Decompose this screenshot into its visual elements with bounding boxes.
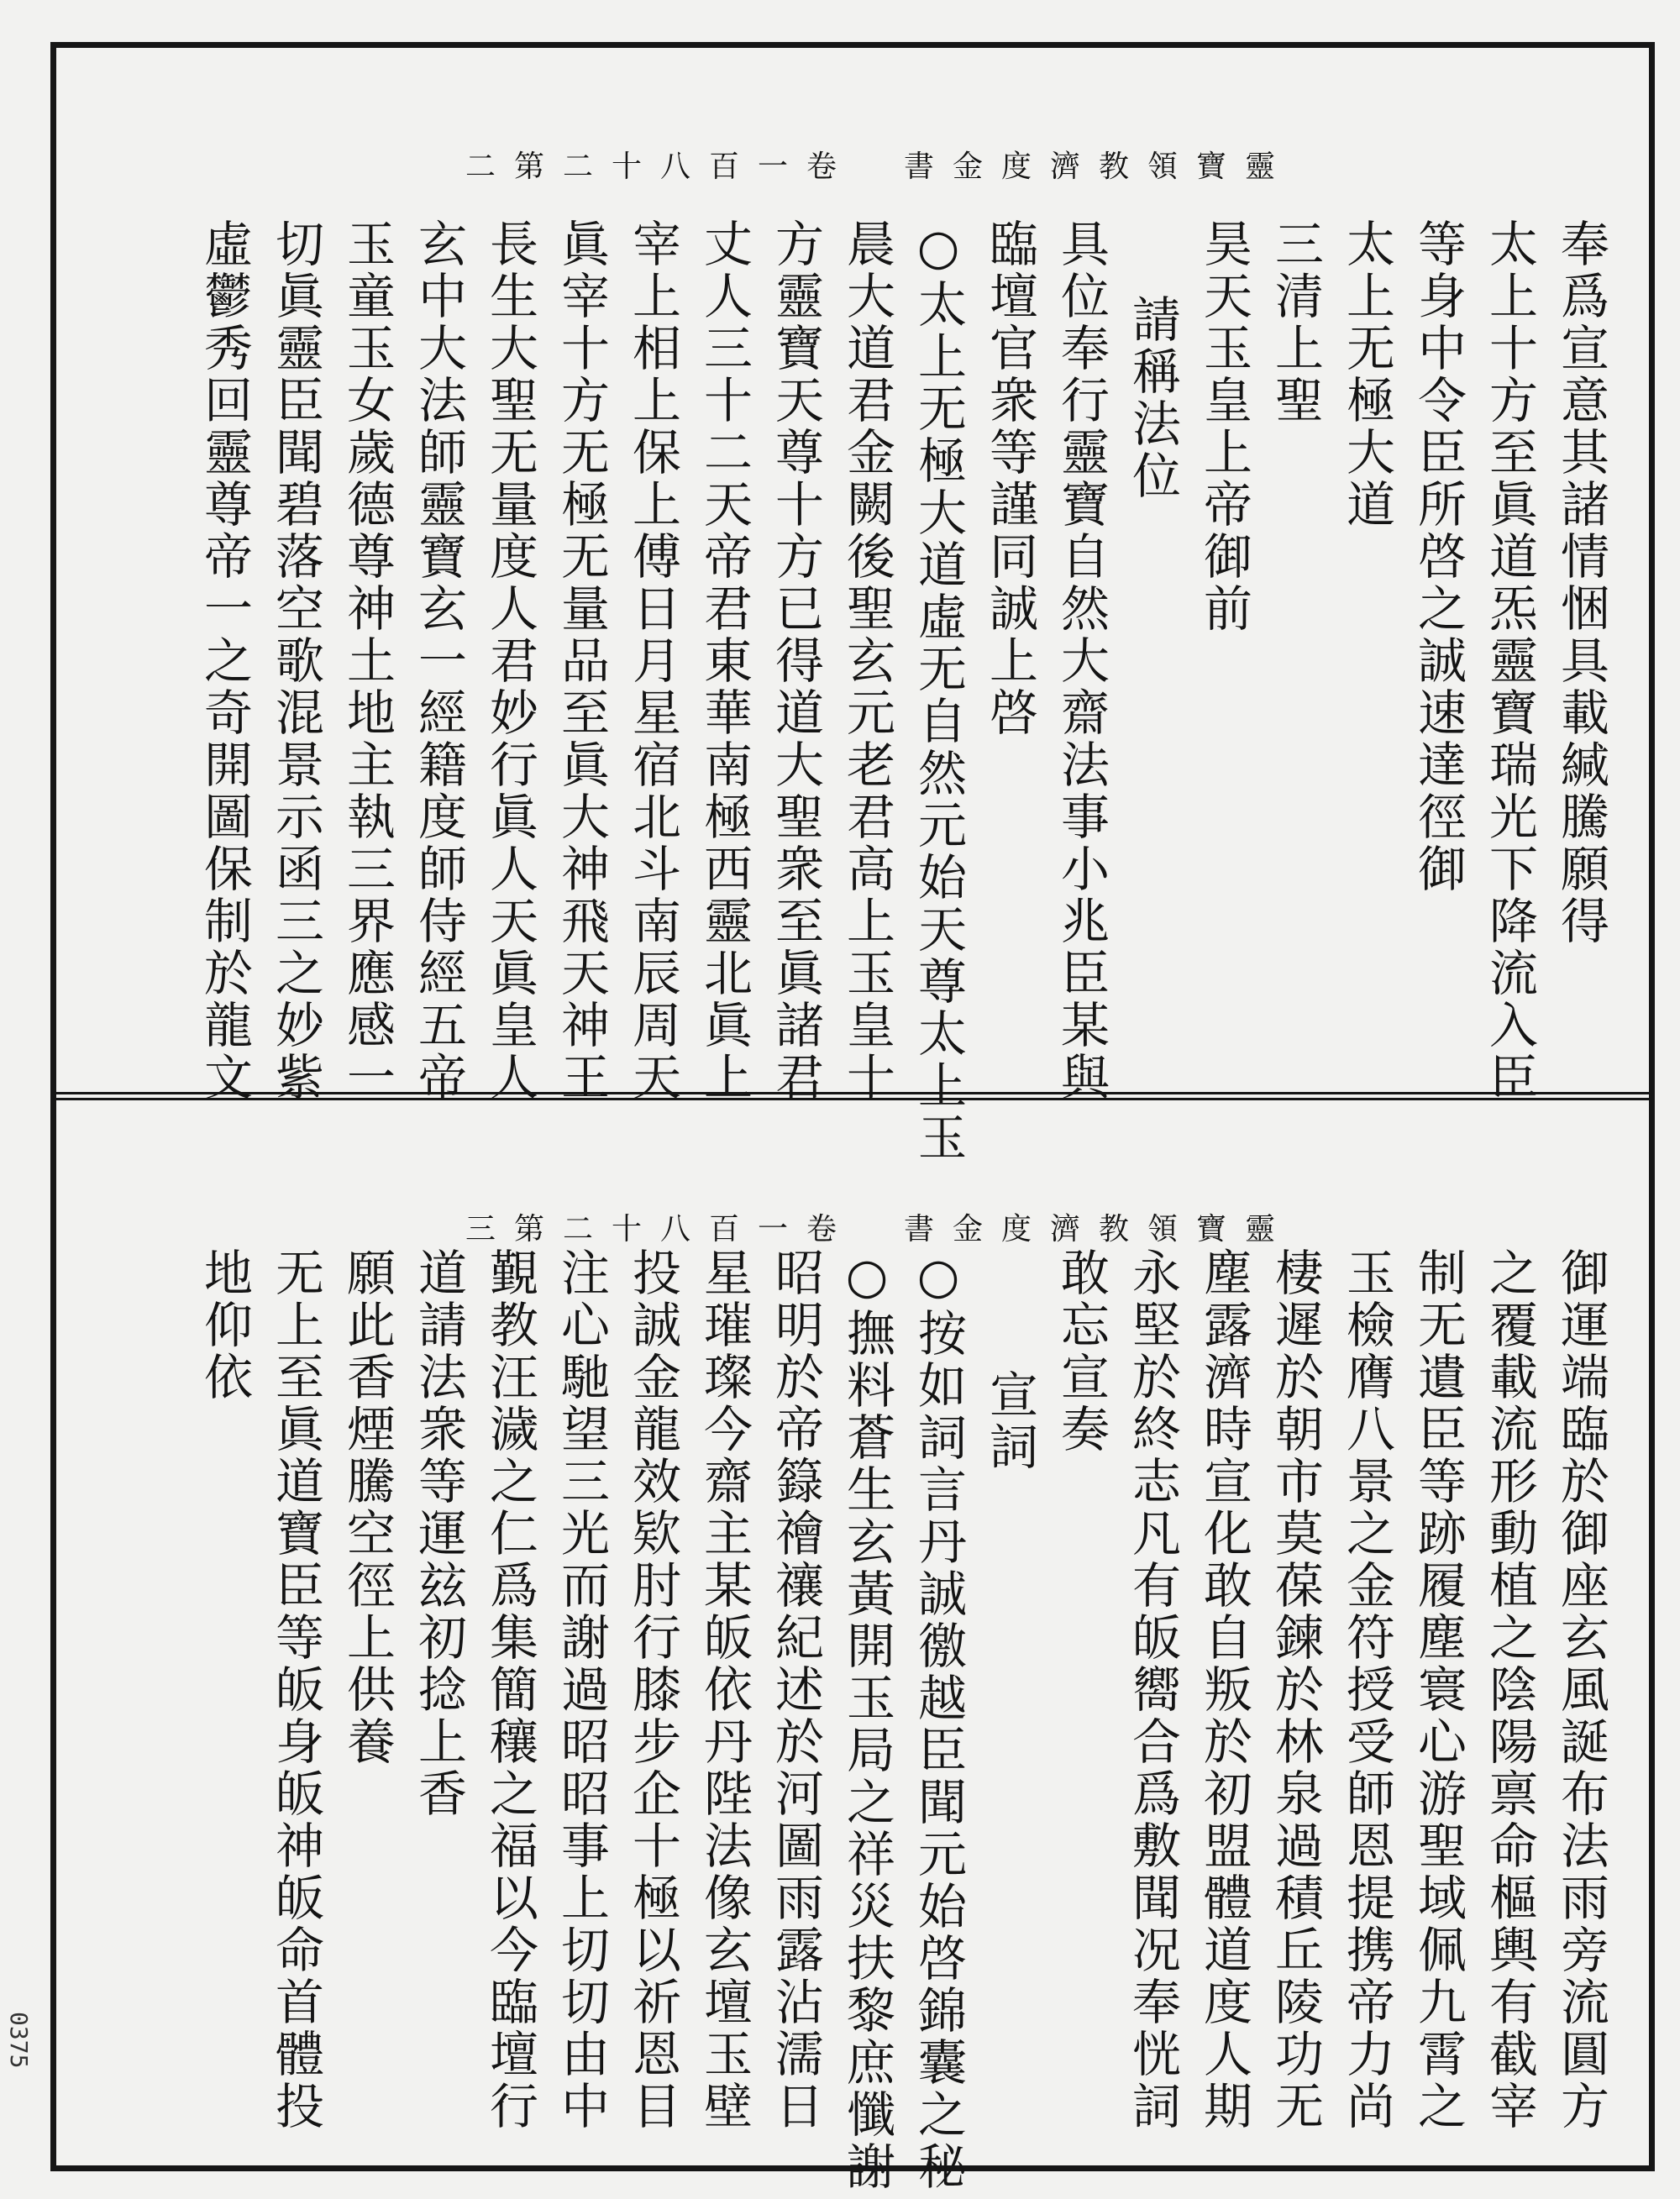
text-column: ○按如詞言丹誠徼越臣聞元始啓錦囊之秘	[910, 1247, 967, 2193]
section-heading: 請稱法位	[1124, 294, 1181, 502]
text-column: 御運端臨於御座玄風誕布法雨旁流圓方	[1552, 1247, 1609, 2133]
text-column: 切眞靈臣聞碧落空歌混景示函三之妙紫	[267, 218, 324, 1104]
text-column: 晨大道君金闕後聖玄元老君高上玉皇十	[838, 218, 895, 1104]
text-column: 宰上相上保上傅日月星宿北斗南辰周天	[624, 218, 681, 1104]
text-column: 奉爲宣意其諸情悃具載緘騰願得	[1552, 218, 1609, 947]
bottom-page	[50, 1100, 1655, 2193]
text-column: 玉檢膺八景之金符授受師恩提携帝力尚	[1338, 1247, 1395, 2133]
text-column: 覲教汪濊之仁爲集簡穰之福以今臨壇行	[481, 1247, 538, 2133]
text-column: 投誠金龍效欵肘行膝步企十極以祈恩目	[624, 1247, 681, 2133]
text-column: 昊天玉皇上帝御前	[1195, 218, 1252, 635]
text-column: 昭明於帝籙禬禳紀述於河圖雨露沾濡日	[767, 1247, 824, 2133]
text-column: 等身中令臣所啓之誠速達徑御	[1410, 218, 1467, 895]
text-column: 永堅於終志凡有皈嚮合爲敷聞况奉恍詞	[1124, 1247, 1181, 2133]
text-column: 玉童玉女歲德尊神土地主執三界應感一	[339, 218, 396, 1104]
text-column: 无上至眞道寶臣等皈身皈神皈命首體投	[267, 1247, 324, 2133]
section-heading: 宣詞	[981, 1369, 1038, 1473]
text-column: 方靈寶天尊十方已得道大聖衆至眞諸君	[767, 218, 824, 1104]
text-column: 星璀璨今齋主某皈依丹陛法像玄壇玉壁	[696, 1247, 753, 2133]
text-column: 具位奉行靈寶自然大齋法事小兆臣某與	[1053, 218, 1110, 1104]
text-column: 眞宰十方无極无量品至眞大神飛天神王	[553, 218, 610, 1104]
top-page	[50, 42, 1655, 1164]
text-column: ○太上无極大道虛无自然元始天尊太上玉	[910, 218, 967, 1164]
text-column: 長生大聖无量度人君妙行眞人天眞皇人	[481, 218, 538, 1104]
text-column: 敢忘宣奏	[1053, 1247, 1110, 1456]
text-column: 願此香煙騰空徑上供養	[339, 1247, 396, 1768]
text-column: 太上无極大道	[1338, 218, 1395, 531]
page-header: 靈寶領教濟度金書 卷一百八十二第三	[465, 1212, 1294, 1246]
page-header: 靈寶領教濟度金書 卷一百八十二第二	[465, 150, 1294, 184]
text-column: 棲遲於朝市莫葆鍊於林泉過積丘陵功无	[1267, 1247, 1324, 2133]
text-column: 地仰依	[196, 1247, 253, 1404]
text-column: 注心馳望三光而謝過昭昭事上切切由中	[553, 1247, 610, 2133]
text-column: 塵露濟時宣化敢自叛於初盟體道度人期	[1195, 1247, 1252, 2133]
text-column: 道請法衆等運玆初捻上香	[410, 1247, 467, 1820]
text-column: 玄中大法師靈寶玄一經籍度師侍經五帝	[410, 218, 467, 1104]
text-column: 制无遺臣等跡履塵寰心游聖域佩九霄之	[1410, 1247, 1467, 2133]
text-column: 丈人三十二天帝君東華南極西靈北眞上	[696, 218, 753, 1104]
text-column: 之覆載流形動植之陰陽禀命樞輿有截宰	[1481, 1247, 1538, 2133]
text-column: 太上十方至眞道炁靈寶瑞光下降流入臣	[1481, 218, 1538, 1104]
text-column: 臨壇官衆等謹同誠上啓	[981, 218, 1038, 739]
text-column: 三清上聖	[1267, 218, 1324, 427]
page-number: 0375	[5, 2012, 33, 2069]
text-column: 虛鬱秀回靈尊帝一之奇開圖保制於龍文	[196, 218, 253, 1104]
text-column: ○撫料蒼生玄黃開玉局之祥災扶黎庶懺謝	[838, 1247, 895, 2193]
